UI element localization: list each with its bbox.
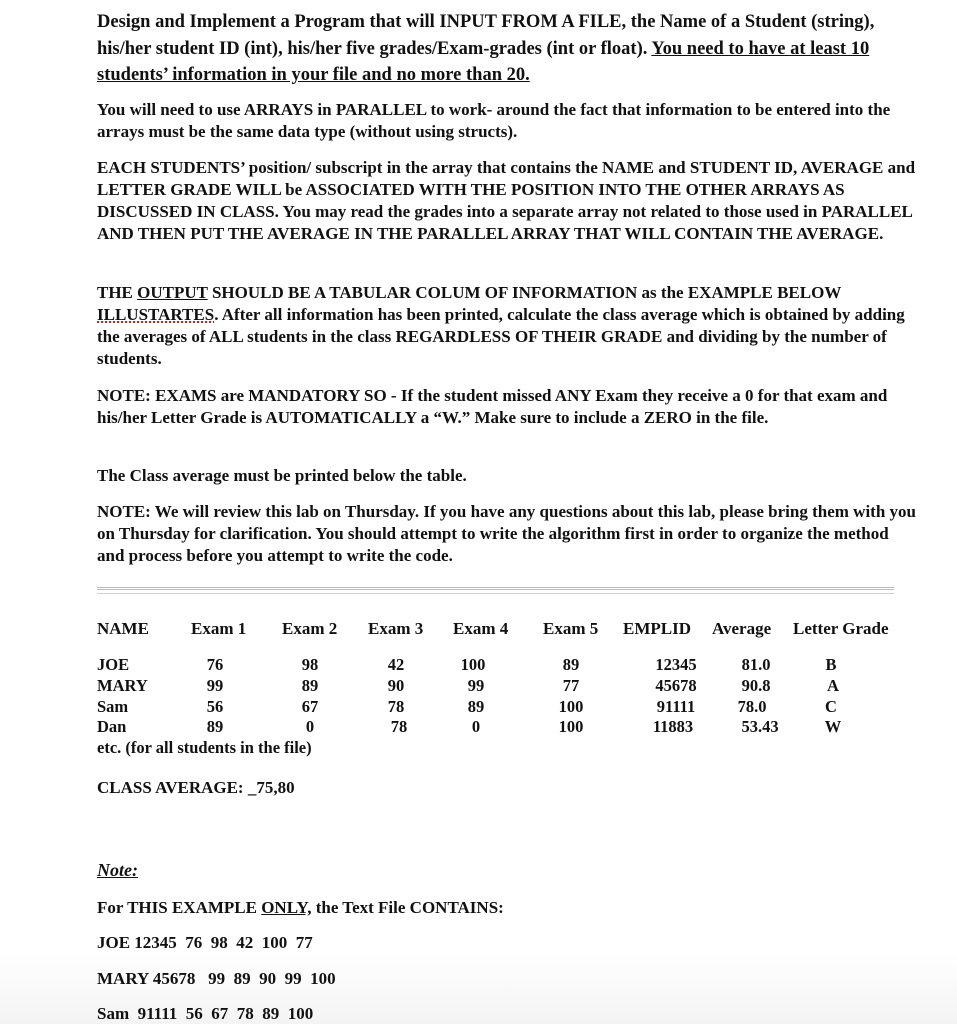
table-cell-letter: A — [827, 676, 839, 695]
note-text-a: For THIS EXAMPLE — [97, 898, 257, 917]
file-line: MARY 45678 99 89 90 99 100 — [97, 969, 336, 988]
spelling-error-word[interactable]: ILLUSTARTES — [97, 305, 215, 324]
table-cell-exam1: 56 — [206, 697, 224, 716]
table-cell-emplid: 12345 — [655, 655, 697, 674]
table-cell-exam1: 89 — [206, 717, 224, 736]
table-cell-name: Dan — [97, 717, 127, 736]
table-cell-letter: B — [825, 655, 837, 674]
table-cell-exam3: 90 — [387, 676, 405, 695]
intro-paragraph-6: The Class average must be printed below the table. — [97, 466, 467, 485]
intro-paragraph-3: EACH STUDENTS’ position/ subscript in the array that contains the NAME and STUDENT ID, AVERAGE and LETTER GRADE WILL be ASSOCIATED WITH THE POSITION INTO THE OTHER ARRAYS AS DISCUSSED IN CLASS. You may read the grades into a separate array not related to those used in PARALLEL AND THEN PUT THE AVERAGE IN THE PARALLEL ARRAY THAT WILL CONTAIN THE AVERAGE. — [97, 158, 916, 243]
table-cell-exam4: 0 — [471, 717, 481, 736]
table-cell-exam5: 100 — [558, 697, 584, 716]
table-cell-emplid: 91111 — [656, 697, 696, 716]
p4-text-b: SHOULD BE A TABULAR COLUM OF INFORMATION as the EXAMPLE BELOW — [211, 283, 842, 302]
table-cell-exam4: 99 — [467, 676, 485, 695]
header-exam-2: Exam 2 — [282, 619, 338, 638]
header-letter-grade: Letter Grade — [793, 619, 889, 638]
section-divider — [97, 587, 894, 590]
table-cell-letter: C — [825, 697, 837, 716]
table-cell-average: 53.43 — [741, 717, 779, 736]
file-line: JOE 12345 76 98 42 100 77 — [97, 933, 313, 952]
table-cell-exam3: 42 — [387, 655, 405, 674]
p4-text-a: THE — [97, 283, 133, 302]
intro-paragraph-7: NOTE: We will review this lab on Thursday. If you have any questions about this lab, please bring them with you on Thursday for clarification. You should attempt to write the algorithm first in order to organize the method and process before you attempt to write the code. — [97, 502, 916, 565]
table-cell-exam1: 99 — [206, 676, 224, 695]
table-cell-exam4: 89 — [467, 697, 485, 716]
table-cell-name: JOE — [97, 655, 130, 674]
intro-paragraph-2: You will need to use ARRAYS in PARALLEL to work- around the fact that information to be entered into the arrays must be the same data type (without using structs). — [97, 100, 891, 141]
table-cell-emplid: 45678 — [655, 676, 697, 695]
table-cell-exam3: 78 — [387, 697, 405, 716]
table-cell-average: 78.0 — [737, 697, 767, 716]
p4-text-c: . After all information has been printed, calculate the class average which is obtained by adding the averages of ALL students in the class REGARDLESS OF THEIR GRADE and dividing by the number of students. — [97, 305, 905, 368]
class-average-line: CLASS AVERAGE: _75,80 — [97, 778, 295, 797]
table-cell-exam1: 76 — [206, 655, 224, 674]
table-cell-exam2: 98 — [301, 655, 319, 674]
table-cell-exam5: 89 — [562, 655, 580, 674]
file-line: Sam 91111 56 67 78 89 100 — [97, 1004, 314, 1023]
section-divider-rule — [97, 593, 894, 594]
output-underlined: OUTPUT — [137, 283, 208, 302]
intro-paragraph-5: NOTE: EXAMS are MANDATORY SO - If the student missed ANY Exam they receive a 0 for that exam and his/her Letter Grade is AUTOMATICALLY a “W.” Make sure to include a ZERO in the file. — [97, 386, 888, 427]
table-cell-average: 90.8 — [741, 676, 771, 695]
requirement-underlined: You need to have at least 10 students’ information in your file and no more than 20. — [97, 38, 870, 85]
intro-text: Design and Implement a Program that will INPUT FROM A FILE, the Name of a Student (string), his/her student ID (int), his/her five grades/Exam-grades (int or float). — [97, 12, 875, 59]
table-cell-emplid: 11883 — [652, 717, 694, 736]
note-description — [97, 897, 504, 919]
header-exam-3: Exam 3 — [368, 619, 424, 638]
intro-paragraph-1 — [97, 9, 927, 89]
note-heading: Note: — [97, 860, 138, 880]
header-average: Average — [712, 619, 772, 638]
table-cell-exam4: 100 — [460, 655, 486, 674]
table-cell-exam3: 78 — [390, 717, 408, 736]
table-cell-name: MARY — [97, 676, 148, 695]
table-etc-note: etc. (for all students in the file) — [97, 738, 312, 757]
header-exam-4: Exam 4 — [453, 619, 509, 638]
header-exam-1: Exam 1 — [191, 619, 247, 638]
table-cell-letter: W — [824, 717, 842, 736]
intro-paragraph-4 — [97, 282, 917, 370]
table-cell-exam5: 77 — [562, 676, 580, 695]
table-cell-name: Sam — [97, 697, 129, 716]
only-underlined: ONLY, — [261, 898, 312, 917]
note-text-b: the Text File CONTAINS: — [315, 898, 504, 917]
header-name: NAME — [97, 619, 149, 638]
table-cell-exam2: 67 — [301, 697, 319, 716]
header-exam-5: Exam 5 — [543, 619, 599, 638]
table-cell-exam2: 0 — [305, 717, 315, 736]
table-cell-average: 81.0 — [741, 655, 771, 674]
header-emplid: EMPLID — [623, 619, 691, 638]
table-cell-exam2: 89 — [301, 676, 319, 695]
table-cell-exam5: 100 — [558, 717, 584, 736]
